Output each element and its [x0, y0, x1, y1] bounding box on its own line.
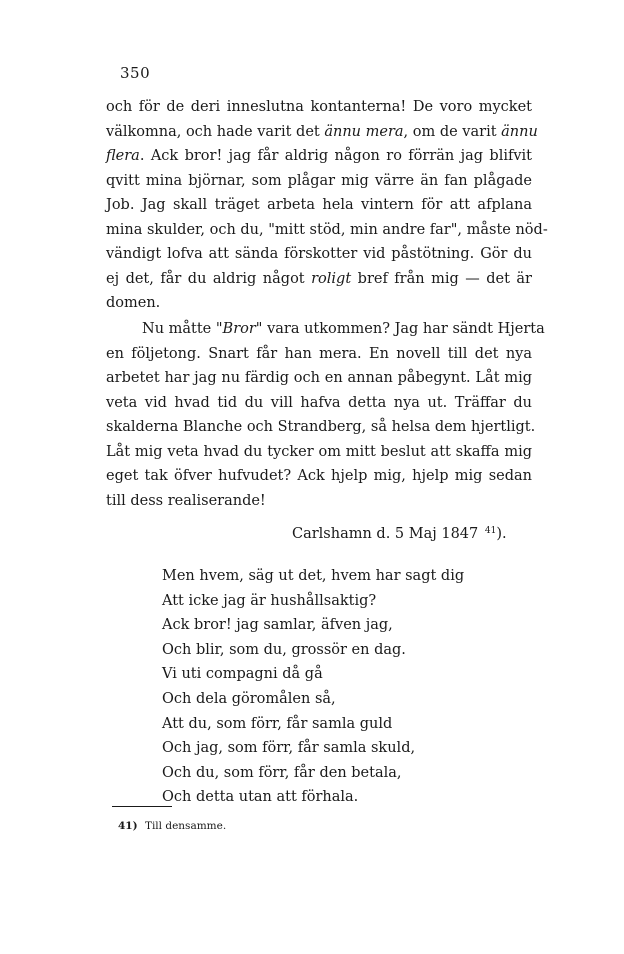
- text-run: mina skulder, och du, "mitt stöd, min andre far", måste nöd-: [106, 221, 548, 238]
- footnote-text: Till densamme.: [144, 820, 227, 832]
- text-line: [106, 464, 532, 489]
- footnote: [118, 820, 226, 832]
- text-run: skalderna Blanche och Strandberg, så helsa dem hjertligt.: [106, 419, 536, 435]
- text-line: [106, 242, 532, 267]
- text-line: [106, 291, 532, 316]
- poem-verse: Men hvem, säg ut det, hvem har sagt dig: [162, 568, 465, 584]
- text-run: arbetet har jag nu färdig och en annan påbegynt. Låt mig: [106, 370, 532, 386]
- poem-verse: Att icke jag är hushållsaktig?: [162, 592, 377, 609]
- poem-verse: Vi uti compagni då gå: [162, 666, 323, 683]
- text-line: [106, 120, 538, 145]
- dateline-close: ).: [496, 526, 507, 542]
- text-run: . Ack bror! jag får aldrig någon ro förrän jag blifvit: [139, 148, 532, 164]
- poem: [162, 564, 464, 810]
- poem-verse: Och detta utan att förhala.: [162, 789, 359, 806]
- italic-text: roligt: [311, 270, 352, 287]
- letter-paragraph-2: [106, 317, 545, 513]
- italic-text: ännu: [501, 123, 538, 140]
- footnote-mark: 41): [118, 820, 138, 832]
- poem-verse: Ack bror! jag samlar, äfven jag,: [162, 617, 393, 634]
- text-line: [106, 144, 532, 169]
- italic-text: ännu mera: [324, 123, 404, 140]
- text-run: bref från mig — det är: [351, 270, 532, 287]
- dateline-text: Carlshamn d. 5 Maj 1847: [292, 526, 479, 542]
- text-line: [106, 342, 532, 367]
- text-run: till dess realiserande!: [106, 492, 266, 509]
- text-run: " vara utkommen? Jag har sändt Hjerta: [255, 321, 545, 337]
- text-line: [106, 95, 532, 120]
- footnote-reference: 41: [484, 526, 497, 536]
- text-line: [106, 317, 545, 342]
- text-run: välkomna, och hade varit det: [106, 123, 325, 140]
- text-line: [106, 440, 532, 465]
- text-run: qvitt mina björnar, som plågar mig värre än fan plågade: [106, 172, 532, 189]
- poem-verse: Och blir, som du, grossör en dag.: [162, 641, 406, 658]
- poem-verse: Att du, som förr, får samla guld: [162, 715, 393, 732]
- text-line: [106, 489, 532, 514]
- text-line: [106, 415, 536, 440]
- poem-verse: Och dela göromålen så,: [162, 690, 336, 707]
- text-line: [106, 391, 532, 416]
- text-run: veta vid hvad tid du vill hafva detta nya ut. Träffar du: [106, 394, 532, 411]
- text-run: vändigt lofva att sända förskotter vid påstötning. Gör du: [106, 246, 532, 262]
- text-run: Nu måtte ": [142, 321, 223, 337]
- text-run: , om de varit: [403, 123, 502, 140]
- text-run: eget tak öfver hufvudet? Ack hjelp mig, hjelp mig sedan: [106, 468, 532, 484]
- poem-verse: Och du, som förr, får den betala,: [162, 764, 402, 781]
- italic-text: Bror: [222, 321, 256, 337]
- text-line: [106, 218, 548, 243]
- text-run: en följetong. Snart får han mera. En novell till det nya: [106, 345, 532, 362]
- dateline: [292, 526, 507, 542]
- text-line: [106, 267, 532, 292]
- letter-paragraph-1: [106, 95, 548, 316]
- text-run: Låt mig veta hvad du tycker om mitt beslut att skaffa mig: [106, 443, 532, 460]
- text-run: Job. Jag skall träget arbeta hela vintern för att afplana: [106, 197, 532, 213]
- text-run: och för de deri inneslutna kontanterna! De voro mycket: [106, 99, 532, 115]
- text-line: [106, 366, 532, 391]
- text-run: domen.: [106, 295, 161, 311]
- poem-verse: Och jag, som förr, får samla skuld,: [162, 740, 416, 757]
- text-run: ej det, får du aldrig något: [106, 270, 312, 287]
- text-line: [106, 169, 532, 194]
- text-line: [106, 193, 532, 218]
- italic-text: flera: [106, 148, 140, 164]
- footnote-divider: [112, 806, 172, 807]
- page-number: 350: [120, 64, 151, 82]
